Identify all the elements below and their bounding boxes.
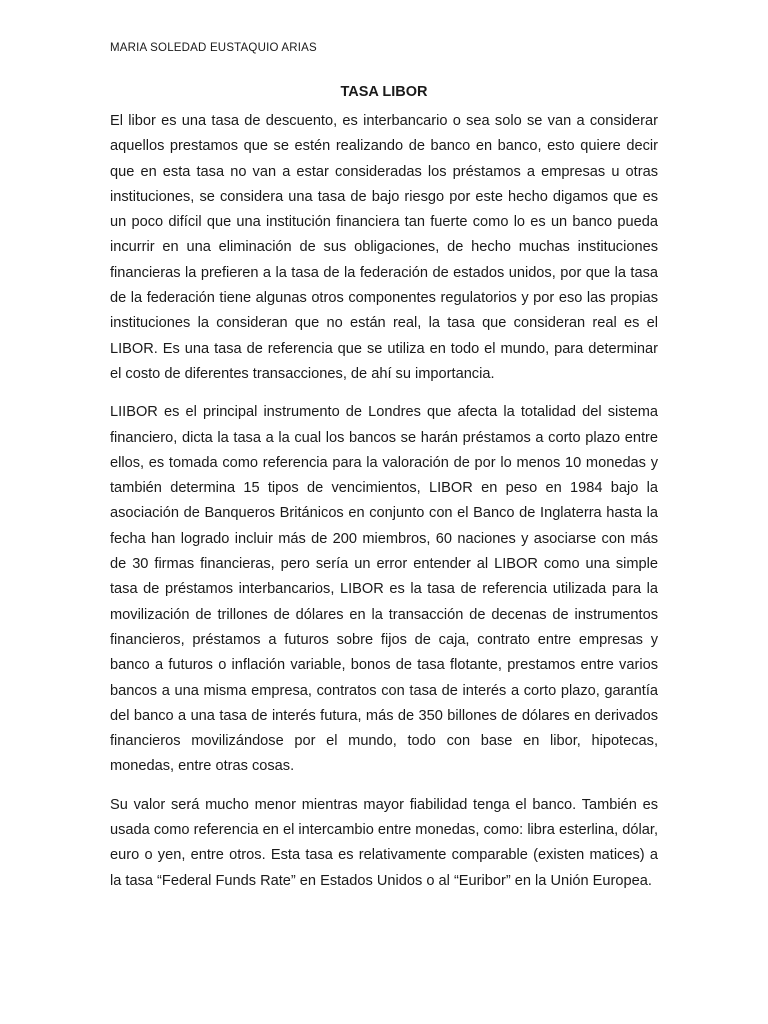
document-title: TASA LIBOR: [340, 84, 428, 100]
paragraph-2: LIIBOR es el principal instrumento de Londres que afecta la totalidad del sistema financiero, dicta la tasa a la cual los bancos se harán préstamos a corto plazo entre ellos, es tomada como referencia para la valoración de por lo menos 10 monedas y también determina 15 tipos de vencimientos, LIBOR en peso en 1984 bajo la asociación de Banqueros Británicos en conjunto con el Banco de Inglaterra hasta la fecha han logrado incluir más de 200 miembros, 60 naciones y asociarse con más de 30 firmas financieras, pero sería un error entender al LIBOR como una simple tasa de préstamos interbancarios, LIBOR es la tasa de referencia utilizada para la movilización de trillones de dólares en la transacción de decenas de instrumentos financieros, préstamos a futuros sobre fijos de caja, contrato entre empresas y banco a futuros o inflación variable, bonos de tasa flotante, prestamos entre varios bancos a una misma empresa, contratos con tasa de interés a corto plazo, garantía del banco a una tasa de interés futura, más de 350 billones de dólares en derivados financieros movilizándose por el mundo, todo con base en libor, hipotecas, monedas, entre otras cosas.: [110, 404, 658, 775]
author-header: MARIA SOLEDAD EUSTAQUIO ARIAS: [110, 42, 317, 54]
paragraph-3: Su valor será mucho menor mientras mayor fiabilidad tenga el banco. También es usada como referencia en el intercambio entre monedas, como: libra esterlina, dólar, euro o yen, entre otros. Esta tasa es relativamente comparable (existen matices) a la tasa “Federal Funds Rate” en Estados Unidos o al “Euribor” en la Unión Europea.: [110, 796, 658, 889]
paragraph-1: El libor es una tasa de descuento, es interbancario o sea solo se van a considerar aquellos prestamos que se estén realizando de banco en banco, esto quiere decir que en esta tasa no van a estar consideradas los préstamos a empresas u otras instituciones, se considera una tasa de bajo riesgo por este hecho digamos que es un poco difícil que una institución financiera tan fuerte como lo es un banco pueda incurrir en una eliminación de sus obligaciones, de hecho muchas instituciones financieras la prefieren a la tasa de la federación de estados unidos, por que la tasa de la federación tiene algunas otros componentes regulatorios y por eso las propias instituciones la consideran que no están real, la tasa que consideran real es el LIBOR. Es una tasa de referencia que se utiliza en todo el mundo, para determinar el costo de diferentes transacciones, de ahí su importancia.: [110, 113, 658, 382]
document-body: [110, 109, 658, 907]
